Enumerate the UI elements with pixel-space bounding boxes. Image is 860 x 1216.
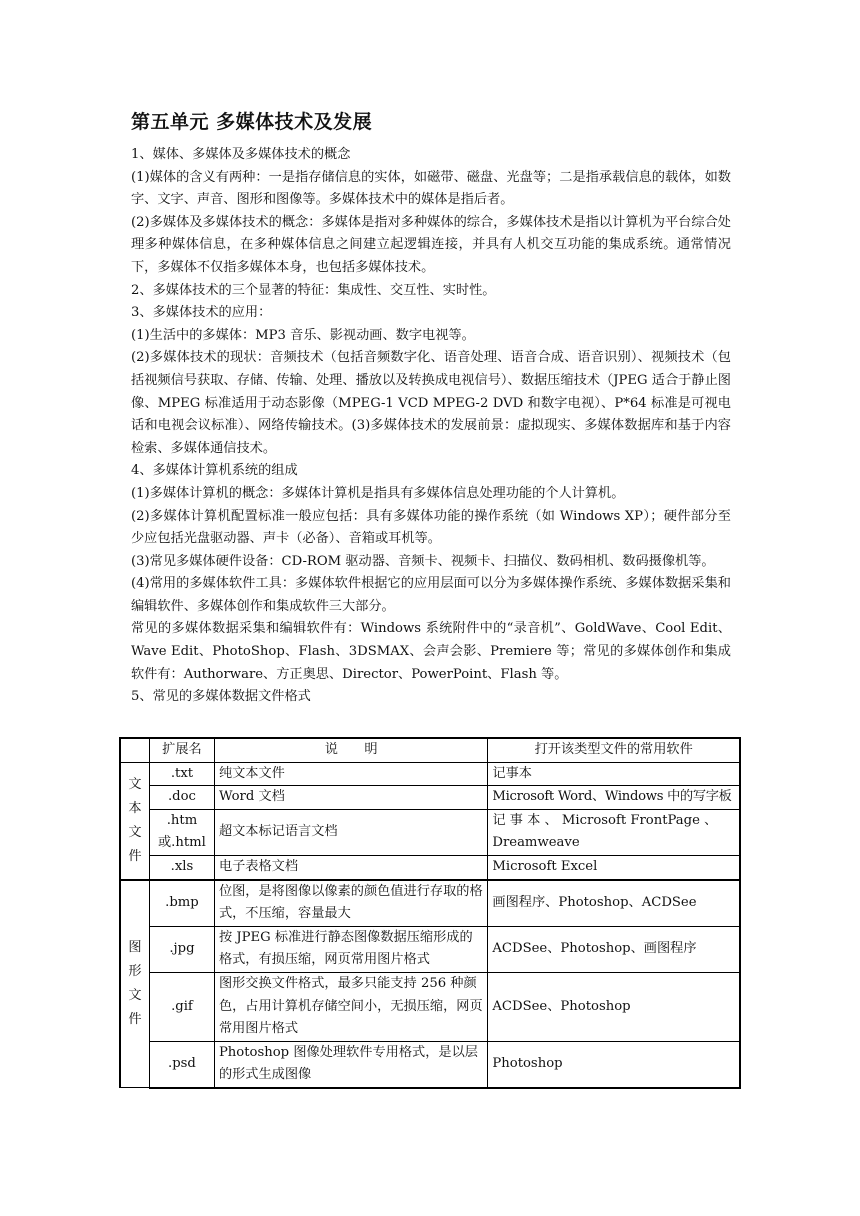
desc-cell: Word 文档 bbox=[214, 786, 487, 810]
desc-cell: 超文本标记语言文档 bbox=[214, 809, 487, 855]
table-header-blank bbox=[120, 738, 149, 762]
image-file-group-label: 图形文件 bbox=[120, 880, 149, 1088]
ext-cell: .psd bbox=[149, 1041, 214, 1088]
soft-cell: 记 事 本 、 Microsoft FrontPage 、Dreamweave bbox=[488, 809, 740, 855]
desc-cell: 按 JPEG 标准进行静态图像数据压缩形成的格式，有损压缩，网页常用图片格式 bbox=[214, 926, 487, 972]
soft-cell: 画图程序、Photoshop、ACDSee bbox=[488, 880, 740, 927]
paragraph: (2)多媒体技术的现状：音频技术（包括音频数字化、语音处理、语音合成、语音识别）、视频技术（包括视频信号获取、存储、传输、处理、播放以及转换成电视信号）、数据压缩技术（JPEG 适合于静止图像、MPEG 标准适用于动态影像（MPEG-1 VCD MPEG-2 DVD 和数字电视）、P*64 标准是可视电话和电视会议标准）、网络传输技术。(3)多媒体技术的发展前景：虚拟现实、多媒体数据库和基于内容检索、多媒体通信技术。 bbox=[131, 350, 731, 456]
table-header-row bbox=[120, 738, 740, 762]
paragraph: (2)多媒体计算机配置标准一般应包括：具有多媒体功能的操作系统（如 Windows XP）；硬件部分至少应包括光盘驱动器、声卡（必备）、音箱或耳机等。 bbox=[131, 508, 731, 547]
document-body bbox=[131, 110, 731, 709]
ext-cell: .htm或.html bbox=[149, 809, 214, 855]
ext-cell: .gif bbox=[149, 972, 214, 1041]
table-row bbox=[120, 762, 740, 786]
soft-cell: Microsoft Word、Windows 中的写字板 bbox=[488, 786, 740, 810]
paragraph: 常见的多媒体数据采集和编辑软件有：Windows 系统附件中的“录音机”、GoldWave、Cool Edit、Wave Edit、PhotoShop、Flash、3DSMAX、会声会影、Premiere 等；常见的多媒体创作和集成软件有：Authorware、方正奥思、Director、PowerPoint、Flash 等。 bbox=[131, 621, 731, 682]
file-format-table bbox=[119, 737, 741, 1089]
table-row bbox=[120, 1041, 740, 1088]
paragraph: (2)多媒体及多媒体技术的概念：多媒体是指对多种媒体的综合，多媒体技术是指以计算机为平台综合处理多种媒体信息，在多种媒体信息之间建立起逻辑连接，并具有人机交互功能的集成系统。通常情况下，多媒体不仅指多媒体本身，也包括多媒体技术。 bbox=[131, 214, 731, 275]
soft-cell: Photoshop bbox=[488, 1041, 740, 1088]
table-row bbox=[120, 880, 740, 927]
table-row bbox=[120, 855, 740, 879]
table-header-cell: 打开该类型文件的常用软件 bbox=[488, 738, 740, 762]
table-row bbox=[120, 809, 740, 855]
table-header-cell: 说 明 bbox=[214, 738, 487, 762]
ext-cell: .doc bbox=[149, 786, 214, 810]
ext-cell: .bmp bbox=[149, 880, 214, 927]
desc-cell: 电子表格文档 bbox=[214, 855, 487, 879]
desc-cell: Photoshop 图像处理软件专用格式，是以层的形式生成图像 bbox=[214, 1041, 487, 1088]
section-heading-2: 2、多媒体技术的三个显著的特征：集成性、交互性、实时性。 bbox=[131, 282, 496, 298]
soft-cell: ACDSee、Photoshop bbox=[488, 972, 740, 1041]
page-title: 第五单元 多媒体技术及发展 bbox=[131, 111, 373, 133]
paragraph: (1)生活中的多媒体：MP3 音乐、影视动画、数字电视等。 bbox=[131, 327, 475, 343]
section-heading-1: 1、媒体、多媒体及多媒体技术的概念 bbox=[131, 147, 351, 162]
table-row bbox=[120, 786, 740, 810]
desc-cell: 位图，是将图像以像素的颜色值进行存取的格式，不压缩，容量最大 bbox=[214, 880, 487, 927]
section-heading-5: 5、常见的多媒体数据文件格式 bbox=[131, 689, 311, 705]
table-header-cell: 扩展名 bbox=[149, 738, 214, 762]
ext-cell: .jpg bbox=[149, 926, 214, 972]
soft-cell: Microsoft Excel bbox=[488, 855, 740, 879]
desc-cell: 图形交换文件格式，最多只能支持 256 种颜色，占用计算机存储空间小，无损压缩，网页常用图片格式 bbox=[214, 972, 487, 1041]
soft-cell: 记事本 bbox=[488, 762, 740, 786]
soft-cell: ACDSee、Photoshop、画图程序 bbox=[488, 926, 740, 972]
table-row bbox=[120, 972, 740, 1041]
desc-cell: 纯文本文件 bbox=[214, 762, 487, 786]
paragraph: (4)常用的多媒体软件工具：多媒体软件根据它的应用层面可以分为多媒体操作系统、多媒体数据采集和编辑软件、多媒体创作和集成软件三大部分。 bbox=[131, 576, 731, 614]
ext-cell: .txt bbox=[149, 762, 214, 786]
section-heading-4: 4、多媒体计算机系统的组成 bbox=[131, 463, 298, 479]
paragraph: (3)常见多媒体硬件设备：CD-ROM 驱动器、音频卡、视频卡、扫描仪、数码相机、数码摄像机等。 bbox=[131, 553, 715, 569]
paragraph: (1)媒体的含义有两种：一是指存储信息的实体，如磁带、磁盘、光盘等；二是指承载信息的载体，如数字、文字、声音、图形和图像等。多媒体技术中的媒体是指后者。 bbox=[131, 169, 731, 208]
text-file-group-label: 文本文件 bbox=[120, 762, 149, 879]
ext-cell: .xls bbox=[149, 855, 214, 879]
paragraph: (1)多媒体计算机的概念：多媒体计算机是指具有多媒体信息处理功能的个人计算机。 bbox=[131, 485, 625, 501]
table-row bbox=[120, 926, 740, 972]
section-heading-3: 3、多媒体技术的应用： bbox=[131, 305, 272, 321]
